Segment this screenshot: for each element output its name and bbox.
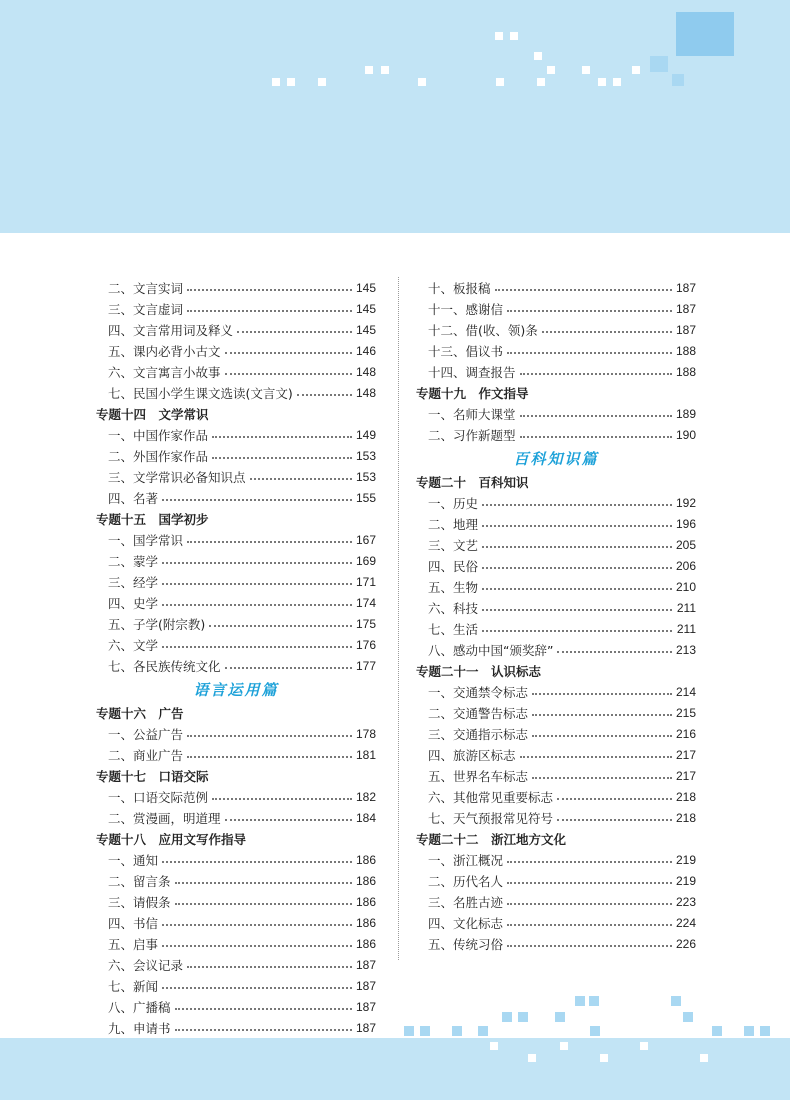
dot-leader — [297, 394, 352, 396]
toc-entry[interactable] — [416, 723, 696, 744]
toc-page-number: 153 — [355, 448, 376, 463]
toc-entry-title: 五、生物 — [428, 579, 479, 595]
decorative-square — [510, 32, 518, 40]
toc-entry-title: 四、史学 — [108, 595, 159, 611]
decorative-square — [318, 78, 326, 86]
toc-entry[interactable] — [416, 555, 696, 576]
dot-leader — [557, 798, 672, 800]
toc-page-number: 192 — [675, 495, 696, 510]
toc-entry-title: 五、课内必背小古文 — [108, 343, 221, 359]
toc-entry-title: 二、交通警告标志 — [428, 705, 529, 721]
toc-entry-title: 二、赏漫画，明道理 — [108, 810, 221, 826]
toc-entry-title: 一、中国作家作品 — [108, 427, 209, 443]
toc-entry[interactable] — [96, 891, 376, 912]
dot-leader — [250, 478, 352, 480]
dot-leader — [532, 714, 672, 716]
toc-entry-title: 五、传统习俗 — [428, 936, 504, 952]
toc-page-number: 187 — [355, 957, 376, 972]
dot-leader — [175, 1029, 352, 1031]
toc-page-number: 187 — [675, 280, 696, 295]
decorative-square — [575, 996, 585, 1006]
toc-page-number: 187 — [355, 1020, 376, 1035]
dot-leader — [482, 504, 672, 506]
toc-entry[interactable] — [96, 807, 376, 828]
toc-page-number: 187 — [355, 978, 376, 993]
toc-entry[interactable] — [96, 744, 376, 765]
toc-entry[interactable] — [96, 849, 376, 870]
decorative-square — [760, 1026, 770, 1036]
toc-page-number: 186 — [355, 936, 376, 951]
toc-entry-title: 一、浙江概况 — [428, 852, 504, 868]
decorative-square — [560, 1042, 568, 1050]
toc-page-number: 214 — [675, 684, 696, 699]
toc-page-number: 213 — [675, 642, 696, 657]
toc-entry-title: 三、文言虚词 — [108, 301, 184, 317]
toc-entry[interactable] — [96, 277, 376, 298]
toc-page-number: 178 — [355, 726, 376, 741]
footer-decoration-band — [0, 1038, 790, 1100]
decorative-square — [490, 1042, 498, 1050]
toc-entry[interactable] — [416, 576, 696, 597]
toc-page-number: 184 — [355, 810, 376, 825]
dot-leader — [175, 882, 352, 884]
decorative-square — [528, 1054, 536, 1062]
toc-entry[interactable] — [96, 424, 376, 445]
toc-entry-title: 十四、调查报告 — [428, 364, 516, 380]
dot-leader — [225, 819, 352, 821]
dot-leader — [520, 436, 672, 438]
toc-entry-title: 八、感动中国“颁奖辞” — [428, 642, 554, 658]
toc-page-number: 219 — [675, 873, 696, 888]
dot-leader — [162, 646, 352, 648]
toc-entry-title: 三、文艺 — [428, 537, 479, 553]
toc-entry-title: 二、外国作家作品 — [108, 448, 209, 464]
toc-left-column — [96, 277, 376, 1038]
toc-entry[interactable] — [96, 975, 376, 996]
dot-leader — [237, 331, 352, 333]
dot-leader — [187, 966, 352, 968]
toc-page-number: 186 — [355, 852, 376, 867]
toc-entry[interactable] — [416, 933, 696, 954]
decorative-square — [650, 56, 668, 72]
toc-entry-title: 一、名师大课堂 — [428, 406, 516, 422]
decorative-square — [478, 1026, 488, 1036]
toc-page-number: 226 — [675, 936, 696, 951]
dot-leader — [162, 499, 352, 501]
dot-leader — [162, 945, 352, 947]
toc-entry-title: 七、各民族传统文化 — [108, 658, 221, 674]
toc-entry[interactable] — [416, 639, 696, 660]
dot-leader — [520, 373, 672, 375]
dot-leader — [495, 289, 672, 291]
toc-entry[interactable] — [96, 655, 376, 676]
toc-page-number: 187 — [355, 999, 376, 1014]
dot-leader — [482, 609, 672, 611]
toc-part-heading: 百科知识篇 — [513, 449, 599, 468]
toc-entry-title: 九、申请书 — [108, 1020, 171, 1036]
decorative-square — [404, 1026, 414, 1036]
toc-entry-title: 四、书信 — [108, 915, 159, 931]
decorative-square — [555, 1012, 565, 1022]
decorative-square — [534, 52, 542, 60]
toc-entry-title: 四、旅游区标志 — [428, 747, 516, 763]
decorative-square — [589, 996, 599, 1006]
toc-entry-title: 二、商业广告 — [108, 747, 184, 763]
toc-entry-title: 四、民俗 — [428, 558, 479, 574]
toc-entry[interactable] — [416, 534, 696, 555]
decorative-square — [683, 1012, 693, 1022]
toc-entry[interactable] — [416, 744, 696, 765]
toc-entry-title: 五、子学(附宗教) — [108, 616, 206, 632]
toc-entry-title: 十二、借(收、领)条 — [428, 322, 538, 338]
decorative-square — [590, 1026, 600, 1036]
dot-leader — [520, 415, 672, 417]
header-decoration-band — [0, 0, 790, 233]
decorative-square — [632, 66, 640, 74]
toc-entry-title: 三、名胜古迹 — [428, 894, 504, 910]
toc-entry[interactable] — [96, 529, 376, 550]
dot-leader — [557, 651, 672, 653]
dot-leader — [532, 693, 672, 695]
toc-entry-title: 十一、感谢信 — [428, 301, 504, 317]
dot-leader — [507, 310, 672, 312]
decorative-square — [502, 1012, 512, 1022]
toc-entry[interactable] — [416, 786, 696, 807]
dot-leader — [162, 861, 352, 863]
toc-entry[interactable] — [96, 786, 376, 807]
decorative-square — [700, 1054, 708, 1062]
toc-entry[interactable] — [96, 466, 376, 487]
dot-leader — [507, 882, 672, 884]
toc-entry[interactable] — [416, 319, 696, 340]
toc-page-number: 148 — [355, 364, 376, 379]
toc-entry[interactable] — [96, 870, 376, 891]
toc-page-number: 169 — [355, 553, 376, 568]
toc-page-number: 182 — [355, 789, 376, 804]
toc-entry-title: 四、文化标志 — [428, 915, 504, 931]
toc-page-number: 218 — [675, 810, 696, 825]
toc-entry-title: 二、历代名人 — [428, 873, 504, 889]
toc-entry[interactable] — [416, 870, 696, 891]
toc-entry[interactable] — [96, 954, 376, 975]
toc-topic-heading[interactable]: 专题二十二 浙江地方文化 — [416, 831, 567, 847]
dot-leader — [482, 588, 672, 590]
toc-part-heading: 语言运用篇 — [193, 680, 279, 699]
dot-leader — [482, 546, 672, 548]
toc-page-number: 145 — [355, 280, 376, 295]
dot-leader — [520, 756, 672, 758]
toc-entry[interactable] — [416, 340, 696, 361]
toc-page-number: 211 — [676, 600, 696, 615]
dot-leader — [175, 1008, 352, 1010]
toc-entry[interactable] — [416, 424, 696, 445]
decorative-square — [452, 1026, 462, 1036]
dot-leader — [507, 861, 672, 863]
dot-leader — [212, 457, 352, 459]
toc-entry[interactable] — [96, 723, 376, 744]
decorative-square — [287, 78, 295, 86]
toc-page-number: 155 — [355, 490, 376, 505]
toc-topic-heading[interactable]: 专题十五 国学初步 — [96, 511, 209, 527]
toc-page-number: 145 — [355, 322, 376, 337]
decorative-square — [598, 78, 606, 86]
toc-page-number: 211 — [676, 621, 696, 636]
toc-page-number: 206 — [675, 558, 696, 573]
toc-topic-heading[interactable]: 专题十八 应用文写作指导 — [96, 831, 247, 847]
dot-leader — [162, 562, 352, 564]
toc-page-number: 216 — [675, 726, 696, 741]
toc-entry[interactable] — [416, 702, 696, 723]
decorative-square — [547, 66, 555, 74]
dot-leader — [187, 735, 352, 737]
toc-entry-title: 七、生活 — [428, 621, 479, 637]
toc-entry[interactable] — [416, 681, 696, 702]
toc-entry[interactable] — [96, 613, 376, 634]
toc-entry[interactable] — [416, 403, 696, 424]
toc-entry[interactable] — [96, 571, 376, 592]
toc-entry[interactable] — [96, 592, 376, 613]
toc-page-number: 171 — [355, 574, 376, 589]
dot-leader — [482, 567, 672, 569]
dot-leader — [212, 798, 352, 800]
toc-page-number: 188 — [675, 343, 696, 358]
toc-page-number: 223 — [675, 894, 696, 909]
toc-entry[interactable] — [96, 487, 376, 508]
decorative-square — [381, 66, 389, 74]
column-divider — [398, 277, 399, 960]
toc-page-number: 174 — [355, 595, 376, 610]
toc-entry-title: 六、文言寓言小故事 — [108, 364, 221, 380]
toc-entry-title: 三、请假条 — [108, 894, 171, 910]
decorative-square — [582, 66, 590, 74]
toc-entry-title: 一、通知 — [108, 852, 159, 868]
decorative-square — [420, 1026, 430, 1036]
toc-page-number: 176 — [355, 637, 376, 652]
toc-entry-title: 二、文言实词 — [108, 280, 184, 296]
toc-page-number: 215 — [675, 705, 696, 720]
toc-entry[interactable] — [96, 340, 376, 361]
toc-entry[interactable] — [96, 319, 376, 340]
decorative-square — [272, 78, 280, 86]
toc-entry-title: 二、留言条 — [108, 873, 171, 889]
toc-page-number: 205 — [675, 537, 696, 552]
dot-leader — [507, 352, 672, 354]
toc-topic-heading[interactable]: 专题二十 百科知识 — [416, 474, 529, 490]
toc-entry[interactable] — [96, 298, 376, 319]
dot-leader — [187, 541, 352, 543]
toc-page-number: 186 — [355, 873, 376, 888]
dot-leader — [225, 373, 352, 375]
toc-page-number: 181 — [355, 747, 376, 762]
toc-entry-title: 十三、倡议书 — [428, 343, 504, 359]
toc-entry[interactable] — [96, 1017, 376, 1038]
toc-entry[interactable] — [416, 891, 696, 912]
toc-entry-title: 七、天气预报常见符号 — [428, 810, 554, 826]
toc-entry[interactable] — [416, 912, 696, 933]
dot-leader — [507, 945, 672, 947]
toc-entry-title: 六、其他常见重要标志 — [428, 789, 554, 805]
dot-leader — [212, 436, 352, 438]
toc-page-number: 145 — [355, 301, 376, 316]
toc-page-number: 187 — [675, 322, 696, 337]
toc-page-number: 218 — [675, 789, 696, 804]
dot-leader — [187, 756, 352, 758]
toc-page-number: 224 — [675, 915, 696, 930]
dot-leader — [557, 819, 672, 821]
toc-topic-heading[interactable]: 专题二十一 认识标志 — [416, 663, 542, 679]
toc-entry-title: 四、名著 — [108, 490, 159, 506]
toc-entry[interactable] — [96, 382, 376, 403]
toc-page-number: 190 — [675, 427, 696, 442]
toc-entry-title: 二、地理 — [428, 516, 479, 532]
toc-entry[interactable] — [416, 513, 696, 534]
dot-leader — [225, 352, 352, 354]
toc-page-number: 153 — [355, 469, 376, 484]
toc-topic-heading[interactable]: 专题十六 广告 — [96, 705, 184, 721]
toc-entry[interactable] — [96, 634, 376, 655]
toc-entry[interactable] — [416, 492, 696, 513]
decorative-square — [640, 1042, 648, 1050]
dot-leader — [482, 525, 672, 527]
dot-leader — [507, 903, 672, 905]
toc-page-number: 146 — [355, 343, 376, 358]
dot-leader — [482, 630, 672, 632]
toc-entry-title: 一、国学常识 — [108, 532, 184, 548]
toc-page-number: 177 — [355, 658, 376, 673]
toc-entry[interactable] — [416, 597, 696, 618]
toc-page-number: 186 — [355, 894, 376, 909]
decorative-square — [600, 1054, 608, 1062]
toc-page-number: 188 — [675, 364, 696, 379]
toc-entry[interactable] — [416, 277, 696, 298]
decorative-square — [672, 74, 684, 86]
decorative-square — [671, 996, 681, 1006]
dot-leader — [162, 583, 352, 585]
toc-page-number: 149 — [355, 427, 376, 442]
toc-entry-title: 七、民国小学生课文选读(文言文) — [108, 385, 293, 401]
toc-topic-heading[interactable]: 专题十四 文学常识 — [96, 406, 209, 422]
toc-page-number: 217 — [675, 768, 696, 783]
toc-entry-title: 六、会议记录 — [108, 957, 184, 973]
toc-entry-title: 四、文言常用词及释义 — [108, 322, 234, 338]
toc-entry-title: 三、文学常识必备知识点 — [108, 469, 246, 485]
toc-entry-title: 一、口语交际范例 — [108, 789, 209, 805]
toc-entry[interactable] — [96, 550, 376, 571]
toc-entry-title: 一、公益广告 — [108, 726, 184, 742]
decorative-square — [613, 78, 621, 86]
dot-leader — [162, 924, 352, 926]
decorative-square — [744, 1026, 754, 1036]
dot-leader — [175, 903, 352, 905]
toc-page-number: 186 — [355, 915, 376, 930]
toc-entry[interactable] — [96, 361, 376, 382]
decorative-square — [496, 78, 504, 86]
toc-page-number: 196 — [675, 516, 696, 531]
toc-entry-title: 五、启事 — [108, 936, 159, 952]
toc-page-number: 175 — [355, 616, 376, 631]
toc-topic-heading[interactable]: 专题十七 口语交际 — [96, 768, 209, 784]
toc-topic-heading[interactable]: 专题十九 作文指导 — [416, 385, 529, 401]
toc-entry[interactable] — [96, 912, 376, 933]
decorative-square — [495, 32, 503, 40]
dot-leader — [187, 310, 352, 312]
decorative-square — [712, 1026, 722, 1036]
toc-entry-title: 六、文学 — [108, 637, 159, 653]
toc-entry[interactable] — [416, 361, 696, 382]
toc-page-number: 167 — [355, 532, 376, 547]
toc-page-number: 210 — [675, 579, 696, 594]
decorative-square — [518, 1012, 528, 1022]
decorative-square — [537, 78, 545, 86]
toc-entry-title: 一、历史 — [428, 495, 479, 511]
decorative-square — [365, 66, 373, 74]
toc-page-number: 217 — [675, 747, 696, 762]
toc-page-number: 219 — [675, 852, 696, 867]
toc-entry[interactable] — [96, 996, 376, 1017]
toc-entry[interactable] — [416, 765, 696, 786]
dot-leader — [225, 667, 352, 669]
dot-leader — [209, 625, 352, 627]
dot-leader — [542, 331, 672, 333]
dot-leader — [507, 924, 672, 926]
toc-page-number: 189 — [675, 406, 696, 421]
decorative-square — [418, 78, 426, 86]
toc-entry-title: 五、世界名车标志 — [428, 768, 529, 784]
toc-entry-title: 八、广播稿 — [108, 999, 171, 1015]
toc-entry-title: 三、经学 — [108, 574, 159, 590]
dot-leader — [162, 604, 352, 606]
toc-entry[interactable] — [416, 849, 696, 870]
toc-entry[interactable] — [416, 618, 696, 639]
toc-page-number: 148 — [355, 385, 376, 400]
toc-entry-title: 十、板报稿 — [428, 280, 491, 296]
toc-entry-title: 六、科技 — [428, 600, 479, 616]
toc-entry[interactable] — [416, 298, 696, 319]
toc-page-number: 187 — [675, 301, 696, 316]
dot-leader — [162, 987, 352, 989]
toc-entry-title: 一、交通禁令标志 — [428, 684, 529, 700]
toc-entry-title: 二、习作新题型 — [428, 427, 516, 443]
dot-leader — [532, 777, 672, 779]
dot-leader — [187, 289, 352, 291]
toc-entry[interactable] — [96, 933, 376, 954]
decorative-square — [676, 12, 734, 56]
dot-leader — [532, 735, 672, 737]
toc-right-column — [416, 277, 696, 954]
toc-entry-title: 三、交通指示标志 — [428, 726, 529, 742]
toc-entry-title: 七、新闻 — [108, 978, 159, 994]
toc-entry[interactable] — [416, 807, 696, 828]
toc-entry[interactable] — [96, 445, 376, 466]
toc-entry-title: 二、蒙学 — [108, 553, 159, 569]
